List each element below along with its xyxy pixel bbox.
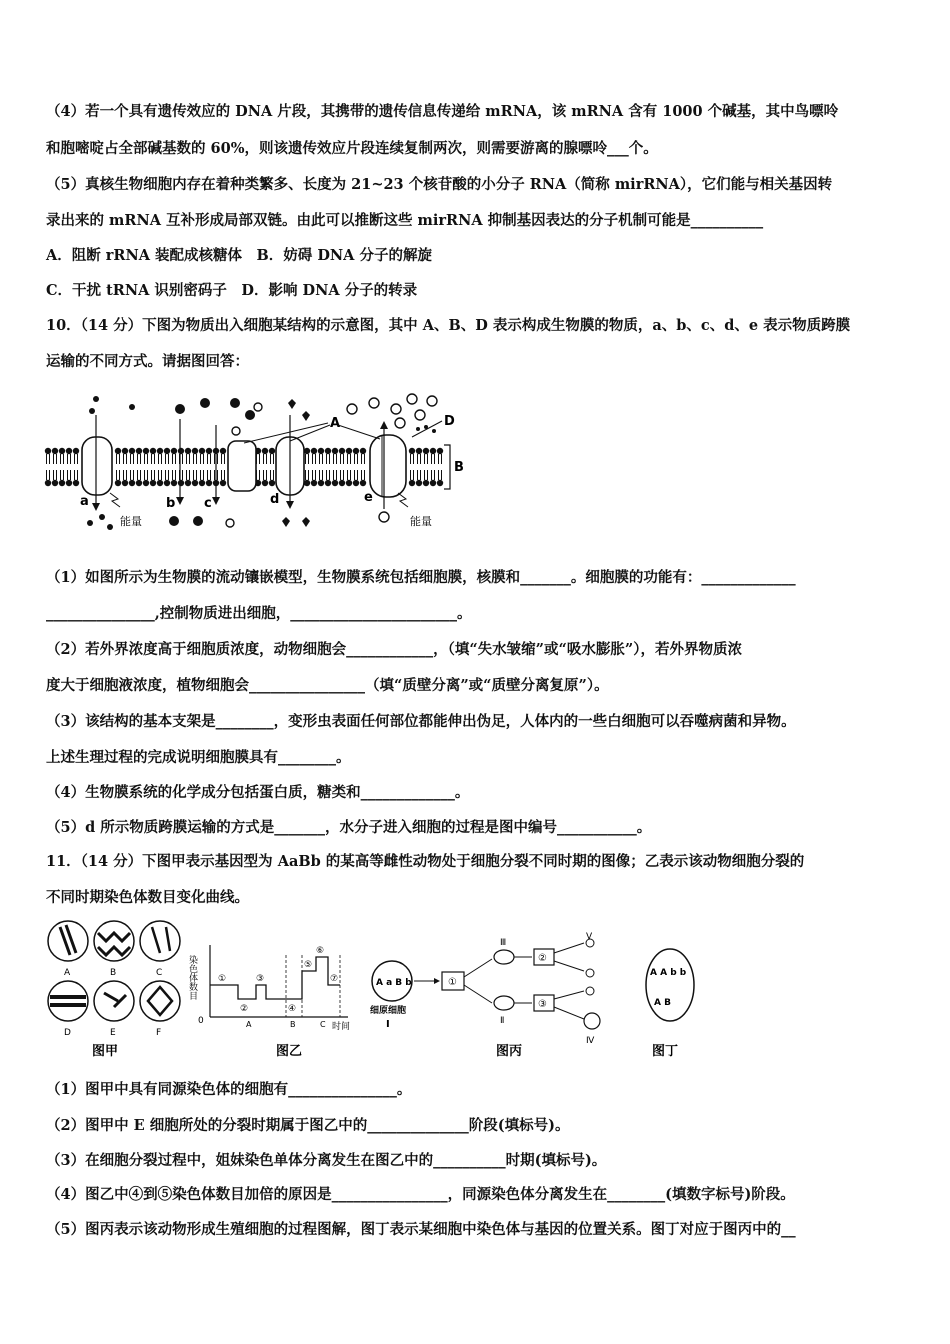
q11-part3: （3）在细胞分裂过程中，姐妹染色单体分离发生在图乙中的__________时期(填标号)。 <box>46 1152 607 1169</box>
q11-stem-line2: 不同时期染色体数目变化曲线。 <box>46 889 249 906</box>
cell-A-label: A <box>64 968 71 978</box>
membrane-figure <box>40 385 480 535</box>
q10-stem-line1: 10．（14 分）下图为物质出入细胞某结构的示意图，其中 A、B、D 表示构成生物膜的物质，a、b、c、d、e 表示物质跨膜 <box>46 317 851 334</box>
q9-options-ab: A．阻断 rRNA 装配成核糖体 B．妨碍 DNA 分子的解旋 <box>46 247 432 264</box>
label-e: e <box>364 490 373 505</box>
caption-bing: 图丙 <box>496 1044 523 1059</box>
yi-ylabel: 染色体数目 <box>187 955 197 1000</box>
figure-yi <box>187 945 350 1059</box>
energy-label-2: 能量 <box>410 515 432 528</box>
label-d: d <box>270 492 280 507</box>
bing-I: Ⅰ <box>386 1019 390 1030</box>
bing-II: Ⅱ <box>500 1016 505 1026</box>
q10-part2-line2: 度大于细胞液浓度，植物细胞会________________（填“质壁分离”或“质壁分离复原”）。 <box>46 677 609 694</box>
cell-C-label: C <box>156 968 163 978</box>
q9-part4-line2: 和胞嘧啶占全部碱基数的 60%，则该遗传效应片段连续复制两次，则需要游离的腺嘌呤___个。 <box>46 140 658 157</box>
figure-bing <box>370 932 600 1059</box>
q9-options-cd: C．干扰 tRNA 识别密码子 D．影响 DNA 分子的转录 <box>46 282 418 299</box>
q11-figures <box>40 915 720 1065</box>
q10-part4: （4）生物膜系统的化学成分包括蛋白质，糖类和_____________。 <box>46 784 470 801</box>
bing-step1: ① <box>448 977 457 988</box>
q11-part4: （4）图乙中④到⑤染色体数目加倍的原因是________________，同源染色体分离发生在________(填数字标号)阶段。 <box>46 1186 795 1203</box>
q10-part5: （5）d 所示物质跨膜运输的方式是_______，水分子进入细胞的过程是图中编号___________。 <box>46 819 652 836</box>
ding-bottom-genes: A B <box>654 998 671 1008</box>
yi-stage7: ⑦ <box>330 974 339 984</box>
label-D: D <box>444 414 455 429</box>
q11-part5: （5）图丙表示该动物形成生殖细胞的过程图解，图丁表示某细胞中染色体与基因的位置关系。图丁对应于图丙中的__ <box>46 1221 796 1238</box>
q11-part2: （2）图甲中 E 细胞所处的分裂时期属于图乙中的______________阶段(填标号)。 <box>46 1117 570 1134</box>
bing-III: Ⅲ <box>500 938 507 948</box>
cell-E-label: E <box>110 1028 116 1038</box>
bing-genes: A a B b <box>376 978 412 988</box>
q10-part3-line1: （3）该结构的基本支架是________，变形虫表面任何部位都能伸出伪足，人体内的一些白细胞可以吞噬病菌和异物。 <box>46 713 796 730</box>
label-B: B <box>454 460 464 475</box>
q11-part1: （1）图甲中具有同源染色体的细胞有_______________。 <box>46 1081 412 1098</box>
q10-part1-line1: （1）如图所示为生物膜的流动镶嵌模型，生物膜系统包括细胞膜，核膜和_______。细胞膜的功能有：_____________ <box>46 569 796 586</box>
q10-part2-line1: （2）若外界浓度高于细胞质浓度，动物细胞会____________，（填“失水皱缩”或“吸水膨胀”），若外界物质浓 <box>46 641 742 658</box>
figure-jia <box>48 921 180 1059</box>
yi-stage6: ⑥ <box>316 946 325 956</box>
q9-part5-line1: （5）真核生物细胞内存在着种类繁多、长度为 21~23 个核苷酸的小分子 RNA（简称 mirRNA），它们能与相关基因转 <box>46 176 833 193</box>
yi-stage3: ③ <box>256 974 265 984</box>
caption-jia: 图甲 <box>92 1044 119 1059</box>
label-b: b <box>166 496 176 511</box>
label-A: A <box>330 416 341 431</box>
yi-stage4: ④ <box>288 1004 297 1014</box>
cell-F-label: F <box>156 1028 162 1038</box>
label-c: c <box>204 496 212 511</box>
q10-part3-line2: 上述生理过程的完成说明细胞膜具有________。 <box>46 749 351 766</box>
caption-ding: 图丁 <box>652 1044 679 1059</box>
bing-step2: ② <box>538 953 547 964</box>
ding-top-genes: A A b b <box>650 968 687 978</box>
cell-B-label: B <box>110 968 117 978</box>
cell-D-label: D <box>64 1028 71 1038</box>
energy-label-1: 能量 <box>120 515 142 528</box>
yi-seg-C: C <box>320 1020 326 1029</box>
yi-stage1: ① <box>218 974 227 984</box>
figure-ding <box>646 949 694 1059</box>
q10-part1-line2: _______________,控制物质进出细胞，_______________________。 <box>46 605 472 622</box>
q11-stem-line1: 11．（14 分）下图甲表示基因型为 AaBb 的某高等雌性动物处于细胞分裂不同时期的图像；乙表示该动物细胞分裂的 <box>46 853 805 870</box>
q9-part5-line2: 录出来的 mRNA 互补形成局部双链。由此可以推断这些 mirRNA 抑制基因表达的分子机制可能是__________ <box>46 212 764 229</box>
q9-part4-line1: （4）若一个具有遗传效应的 DNA 片段，其携带的遗传信息传递给 mRNA，该 mRNA 含有 1000 个碱基，其中鸟嘌呤 <box>46 103 839 120</box>
bing-V: Ⅴ <box>586 932 593 942</box>
yi-stage2: ② <box>240 1004 249 1014</box>
bing-step3: ③ <box>538 999 547 1010</box>
caption-yi: 图乙 <box>276 1044 303 1059</box>
yi-stage5: ⑤ <box>304 960 313 970</box>
bing-cell-label: 细原细胞 <box>370 1006 407 1016</box>
yi-seg-B: B <box>290 1020 296 1029</box>
label-a: a <box>80 494 89 509</box>
q10-stem-line2: 运输的不同方式。请据图回答： <box>46 353 249 370</box>
yi-origin: 0 <box>198 1016 204 1026</box>
yi-seg-A: A <box>246 1020 252 1029</box>
yi-xlabel: 时间 <box>332 1022 351 1032</box>
bing-IV: Ⅳ <box>586 1036 595 1046</box>
